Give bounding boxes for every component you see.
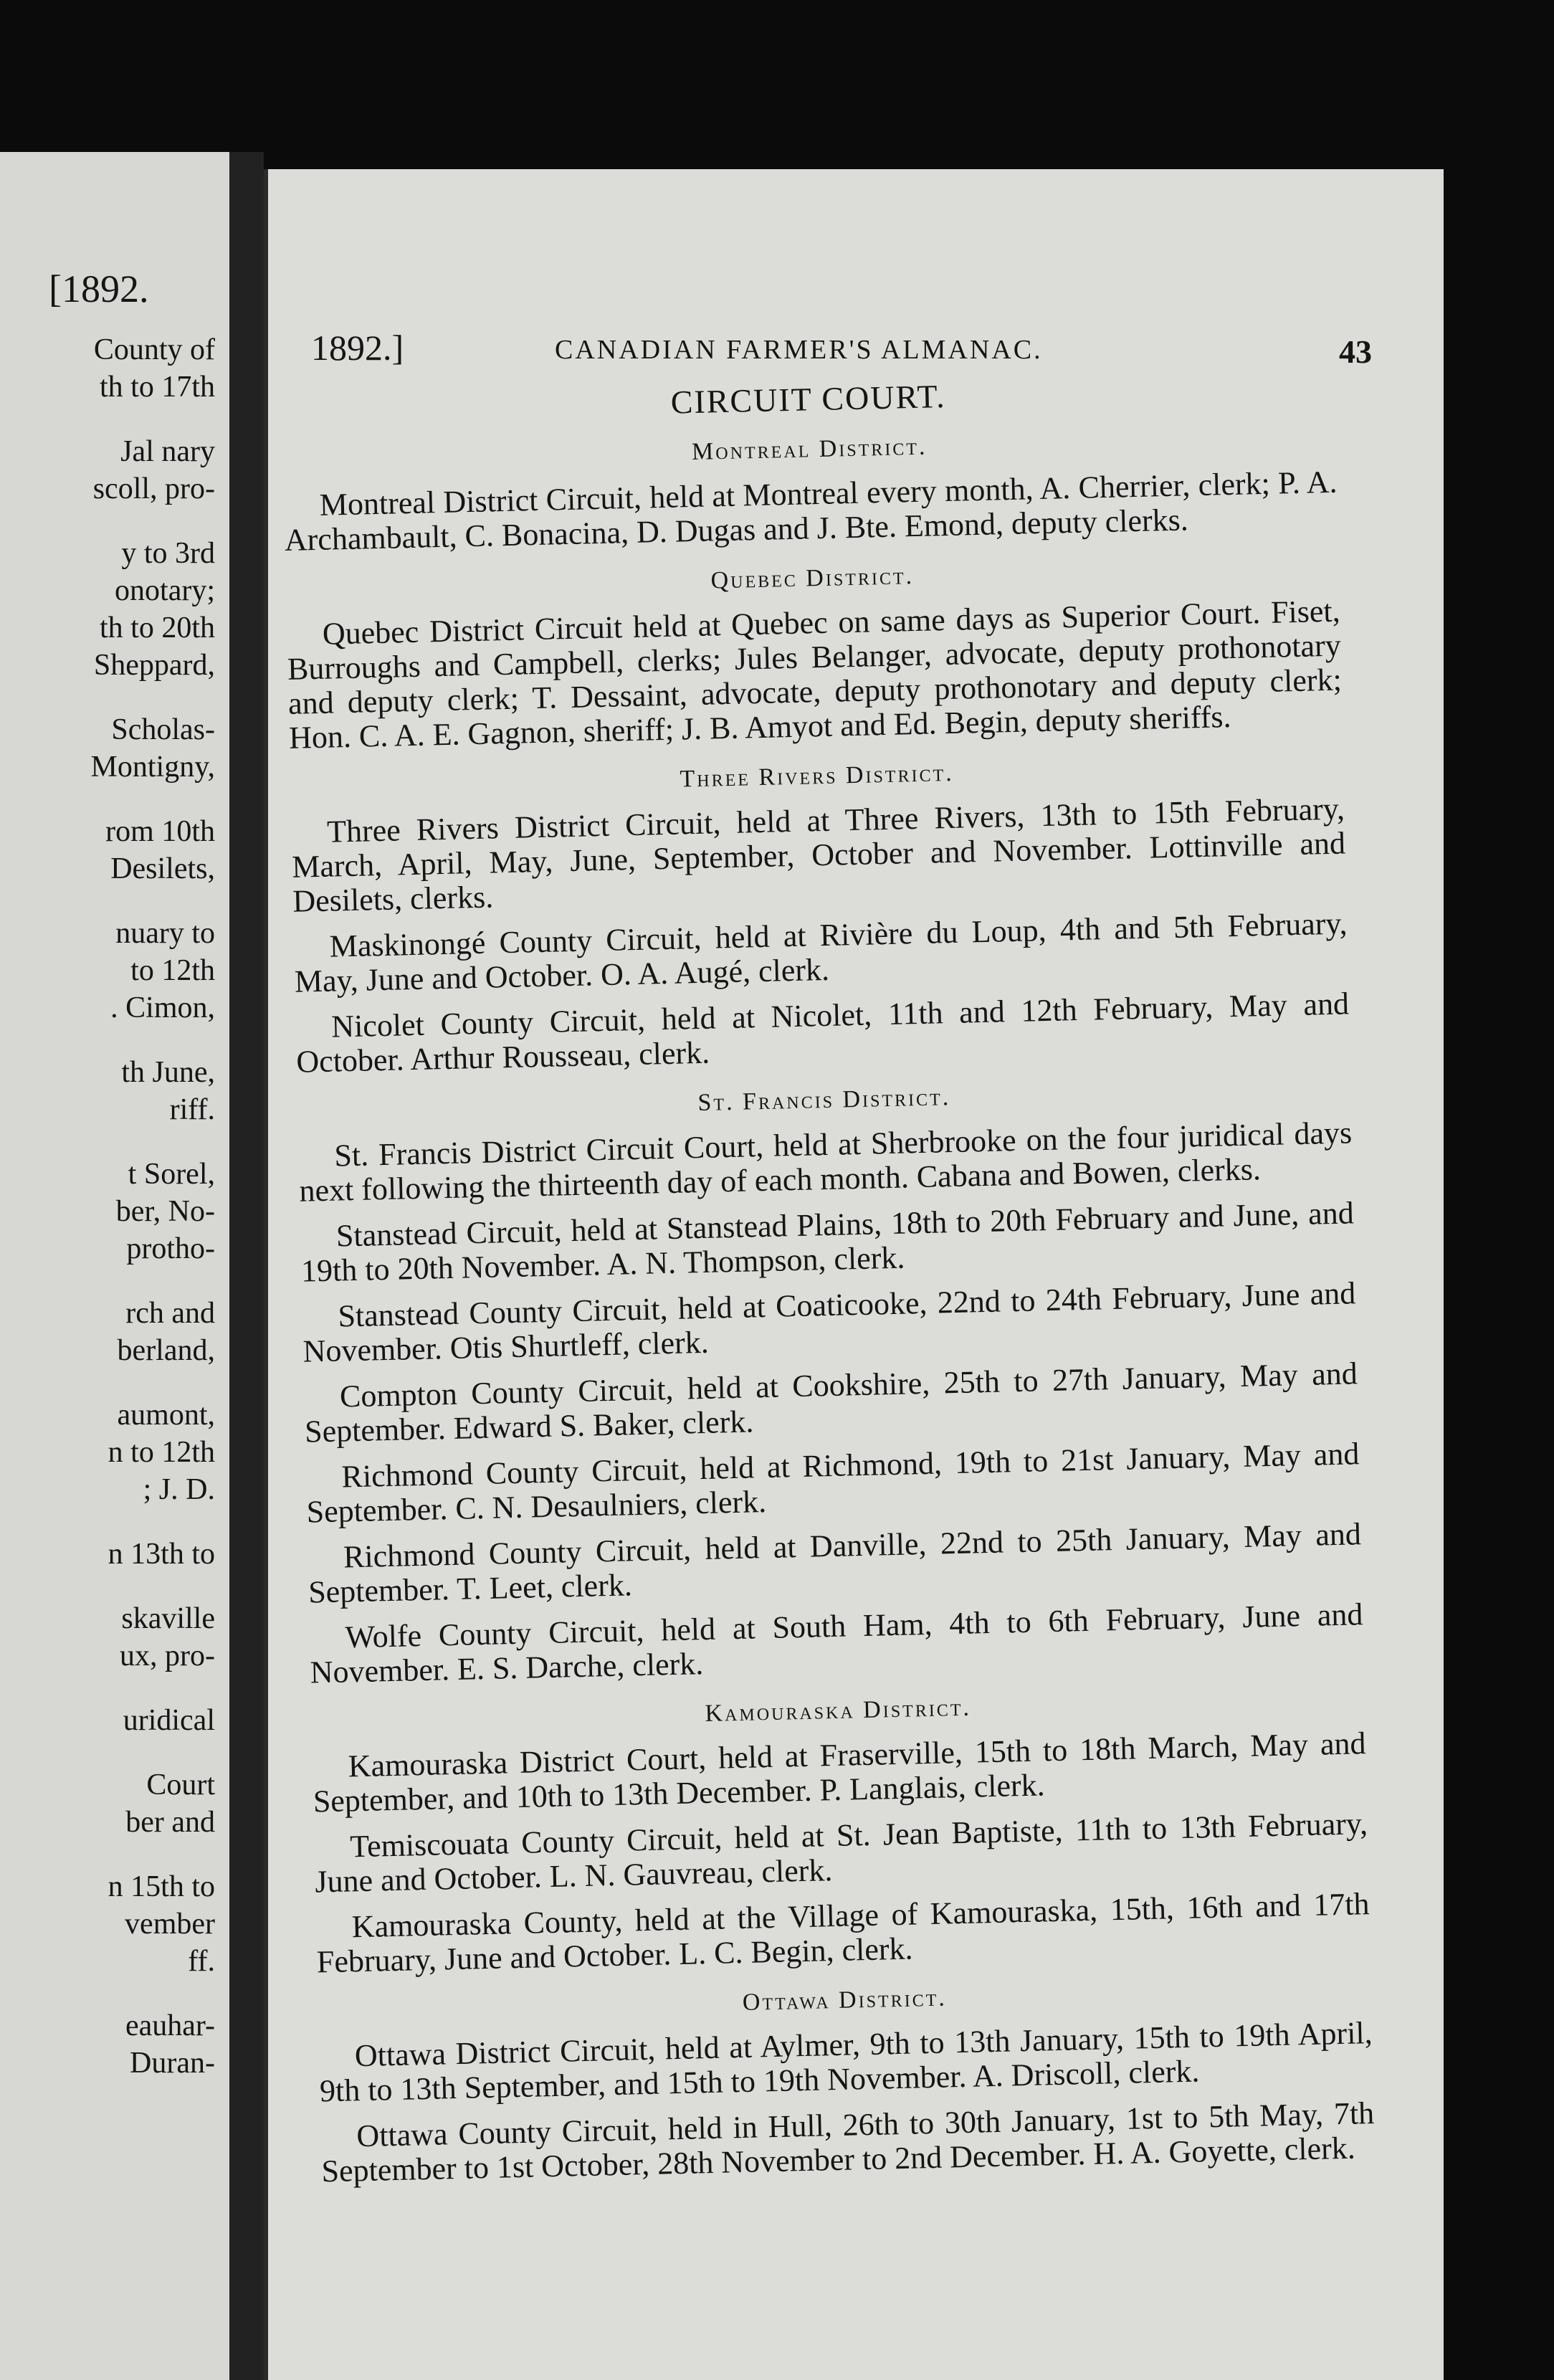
left-fragment-gap: [0, 1508, 215, 1536]
left-fragment-line: scoll, pro-: [92, 472, 215, 505]
court-entry: Richmond County Circuit, held at Danville, 22nd to 25th January, May and September. T. Leet, clerk.: [308, 1516, 1362, 1610]
court-entry: Temiscouata County Circuit, held at St. Jean Baptiste, 11th to 13th February, June and October. L. N. Gauvreau, clerk.: [314, 1806, 1368, 1900]
left-fragment-line: Scholas-: [111, 713, 215, 746]
left-fragment-gap: [0, 508, 215, 535]
court-entry: Wolfe County Circuit, held at South Ham, 4th to 6th February, June and November. E. S. Darche, clerk.: [310, 1596, 1363, 1690]
left-fragment-gap: [0, 1573, 215, 1600]
district-heading: St. Francis District.: [697, 1084, 951, 1117]
left-fragment-line: protho-: [126, 1232, 215, 1265]
left-fragment-gap: [0, 1739, 215, 1766]
left-fragment-line: rom 10th: [105, 815, 215, 848]
left-fragment-line: th to 20th: [99, 611, 215, 644]
court-entry: Richmond County Circuit, held at Richmond, 19th to 21st January, May and September. C. N. Desaulniers, clerk.: [306, 1436, 1360, 1530]
book-spine: [229, 152, 264, 2380]
district-heading: Quebec District.: [710, 563, 915, 594]
court-entry: St. Francis District Circuit Court, held at Sherbrooke on the four juridical days next following the thirteenth day of each month. Cabana and Bowen, clerks.: [298, 1115, 1353, 1209]
left-fragment-line: ber and: [125, 1806, 215, 1839]
left-fragment-line: riff.: [169, 1093, 215, 1126]
left-page-text-fragments: [0, 331, 215, 2082]
left-fragment-line: ux, pro-: [120, 1639, 215, 1672]
page-content: [281, 361, 1376, 2201]
left-fragment-line: rch and: [125, 1297, 215, 1330]
left-fragment-line: onotary;: [115, 574, 215, 607]
district-heading: Ottawa District.: [742, 1984, 948, 2016]
left-fragment-line: y to 3rd: [121, 537, 215, 570]
left-fragment-line: Montigny,: [90, 751, 215, 784]
left-fragment-gap: [0, 406, 215, 433]
left-fragment-line: eauhar-: [125, 2009, 215, 2042]
left-fragment-gap: [0, 1841, 215, 1868]
district-heading: Montreal District.: [691, 433, 928, 466]
left-fragment-gap: [0, 1267, 215, 1295]
left-fragment-line: n to 12th: [108, 1436, 215, 1469]
district-heading: Kamouraska District.: [705, 1694, 972, 1728]
left-fragment-line: berland,: [117, 1334, 215, 1367]
left-fragment-line: ff.: [188, 1945, 215, 1978]
court-entry: Ottawa District Circuit, held at Aylmer, 9th to 13th January, 15th to 19th April, 9th to 13th September, and 15th to 19th November. A. Driscoll, clerk.: [319, 2015, 1373, 2109]
left-fragment-line: n 15th to: [108, 1870, 215, 1903]
court-entry: Ottawa County Circuit, held in Hull, 26th to 30th January, 1st to 5th May, 7th September to 1st October, 28th November to 2nd December. H. A. Goyette, clerk.: [321, 2095, 1375, 2189]
court-entry: Montreal District Circuit, held at Montreal every month, A. Cherrier, clerk; P. A. Archambault, C. Bonacina, D. Dugas and J. Bte. Emond, deputy clerks.: [284, 464, 1338, 558]
court-entry: Three Rivers District Circuit, held at Three Rivers, 13th to 15th February, March, April, May, June, September, October and November. Lottinville and Desilets, clerks.: [291, 791, 1346, 919]
left-fragment-line: vember: [125, 1908, 215, 1941]
running-head-title: CANADIAN FARMER'S ALMANAC.: [555, 335, 1043, 365]
left-fragment-gap: [0, 1027, 215, 1054]
court-entry: Stanstead Circuit, held at Stanstead Plains, 18th to 20th February and June, and 19th to 20th November. A. N. Thompson, clerk.: [300, 1195, 1355, 1289]
left-fragment-line: . Cimon,: [110, 991, 215, 1024]
left-fragment-gap: [0, 1128, 215, 1156]
left-fragment-line: nuary to: [115, 917, 215, 950]
left-fragment-line: skaville: [121, 1602, 215, 1635]
left-page: [0, 152, 237, 2380]
left-fragment-line: ; J. D.: [143, 1473, 215, 1506]
left-page-header: [1892.: [49, 267, 149, 310]
district-sections: [282, 421, 1376, 2189]
left-fragment-gap: [0, 684, 215, 711]
running-head-year: 1892.]: [311, 328, 404, 368]
court-entry: Maskinongé County Circuit, held at Rivière du Loup, 4th and 5th February, May, June and October. O. A. Augé, clerk.: [294, 905, 1348, 999]
left-fragment-line: County of: [93, 333, 215, 366]
left-fragment-line: uridical: [123, 1704, 215, 1737]
left-fragment-line: Court: [146, 1769, 215, 1801]
court-entry: Kamouraska District Court, held at Fraserville, 15th to 18th March, May and September, and 10th to 13th December. P. Langlais, clerk.: [313, 1726, 1366, 1819]
left-fragment-line: n 13th to: [108, 1538, 215, 1571]
left-fragment-gap: [0, 887, 215, 915]
court-entry: Kamouraska County, held at the Village of Kamouraska, 15th, 16th and 17th February, June and October. L. C. Begin, clerk.: [316, 1886, 1371, 1980]
right-page: [264, 169, 1444, 2380]
left-fragment-line: Sheppard,: [93, 649, 215, 682]
left-fragment-line: t Sorel,: [128, 1158, 215, 1191]
left-fragment-line: aumont,: [117, 1399, 215, 1432]
left-fragment-line: Jal nary: [120, 435, 215, 468]
court-entry: Quebec District Circuit held at Quebec on same days as Superior Court. Fiset, Burroughs and Campbell, clerks; Jules Belanger, advocate, deputy prothonotary and deputy clerk; T. Dessaint, advocate, deputy prothonotary and deputy clerk; Hon. C. A. E. Gagnon, sheriff; J. B. Amyot and Ed. Begin, deputy sheriffs.: [287, 593, 1343, 756]
left-fragment-line: th to 17th: [99, 371, 215, 404]
left-fragment-line: ber, No-: [115, 1195, 215, 1228]
left-fragment-line: Duran-: [130, 2047, 215, 2080]
page-number: 43: [1339, 333, 1372, 370]
left-fragment-gap: [0, 1675, 215, 1702]
left-fragment-line: to 12th: [130, 954, 215, 987]
page-title: CIRCUIT COURT.: [670, 377, 947, 421]
court-entry: Nicolet County Circuit, held at Nicolet, 11th and 12th February, May and October. Arthur Rousseau, clerk.: [295, 986, 1350, 1080]
court-entry: Compton County Circuit, held at Cookshire, 25th to 27th January, May and September. Edward S. Baker, clerk.: [304, 1356, 1358, 1450]
court-entry: Stanstead County Circuit, held at Coaticooke, 22nd to 24th February, June and November. Otis Shurtleff, clerk.: [302, 1275, 1356, 1369]
left-fragment-line: Desilets,: [110, 852, 215, 885]
left-fragment-gap: [0, 1980, 215, 2007]
left-fragment-line: th June,: [121, 1056, 215, 1089]
district-heading: Three Rivers District.: [680, 759, 955, 793]
left-fragment-gap: [0, 786, 215, 813]
left-fragment-gap: [0, 1369, 215, 1396]
